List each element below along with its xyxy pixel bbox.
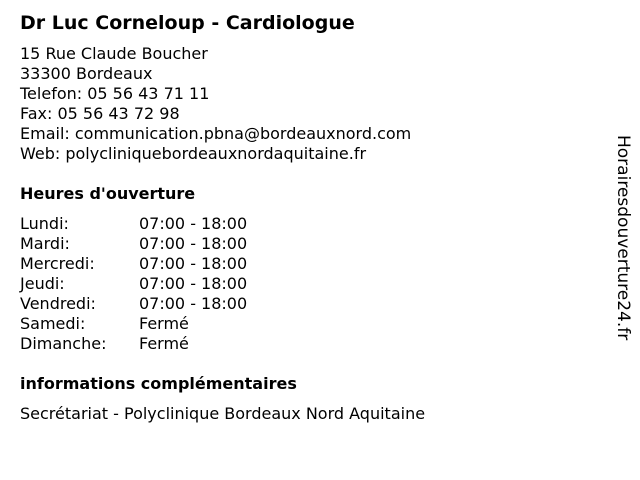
day-label: Vendredi:	[20, 294, 96, 313]
day-hours: Fermé	[139, 334, 189, 353]
opening-hours-heading: Heures d'ouverture	[20, 184, 196, 203]
day-label: Mercredi:	[20, 254, 95, 273]
website[interactable]: Web: polycliniquebordeauxnordaquitaine.fr	[20, 144, 367, 163]
hours-row-mardi	[20, 234, 320, 254]
watermark-text: Horairesdouverture24.fr	[613, 135, 633, 341]
day-hours: 07:00 - 18:00	[139, 214, 248, 233]
hours-row-mercredi	[20, 254, 320, 274]
opening-hours-table	[20, 214, 320, 354]
fax-number: Fax: 05 56 43 72 98	[20, 104, 180, 123]
day-label: Samedi:	[20, 314, 86, 333]
site-watermark	[611, 135, 635, 371]
additional-info-text: Secrétariat - Polyclinique Bordeaux Nord Aquitaine	[20, 404, 426, 423]
hours-row-samedi	[20, 314, 320, 334]
phone-number[interactable]: Telefon: 05 56 43 71 11	[20, 84, 210, 103]
day-hours: 07:00 - 18:00	[139, 274, 248, 293]
page-title: Dr Luc Corneloup - Cardiologue	[20, 12, 355, 34]
day-hours: Fermé	[139, 314, 189, 333]
hours-row-jeudi	[20, 274, 320, 294]
day-hours: 07:00 - 18:00	[139, 234, 248, 253]
address-street: 15 Rue Claude Boucher	[20, 44, 208, 63]
additional-info-heading: informations complémentaires	[20, 374, 297, 393]
address-city: 33300 Bordeaux	[20, 64, 153, 83]
hours-row-dimanche	[20, 334, 320, 354]
day-hours: 07:00 - 18:00	[139, 254, 248, 273]
day-label: Jeudi:	[20, 274, 65, 293]
day-label: Mardi:	[20, 234, 70, 253]
contact-block	[20, 44, 411, 164]
hours-row-vendredi	[20, 294, 320, 314]
day-label: Dimanche:	[20, 334, 107, 353]
hours-row-lundi	[20, 214, 320, 234]
day-hours: 07:00 - 18:00	[139, 294, 248, 313]
day-label: Lundi:	[20, 214, 69, 233]
email-address[interactable]: Email: communication.pbna@bordeauxnord.com	[20, 124, 412, 143]
